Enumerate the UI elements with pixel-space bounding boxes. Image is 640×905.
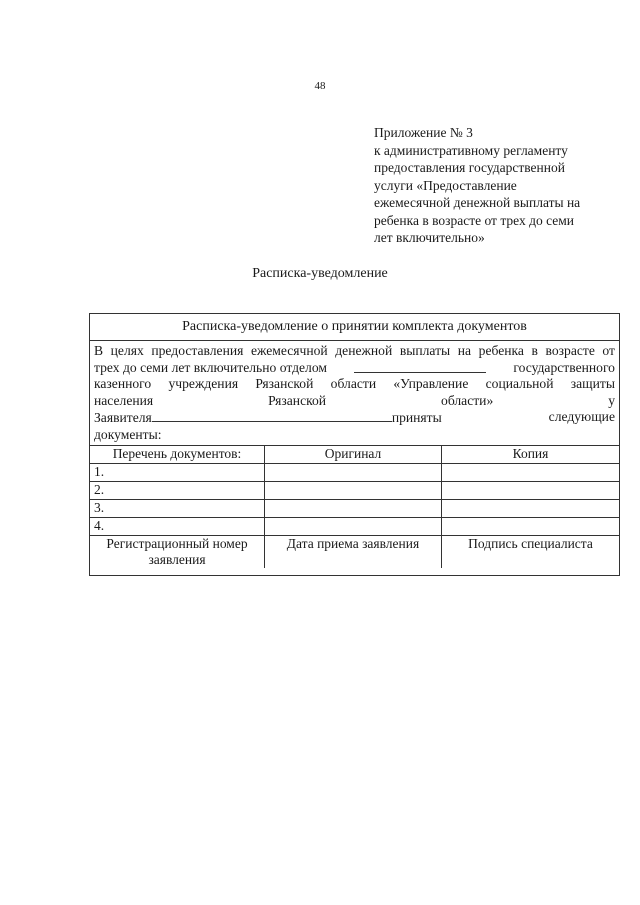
row-number: 4.	[90, 518, 265, 536]
form-body-text	[90, 341, 619, 443]
specialist-signature-label: Подпись специалиста	[468, 536, 593, 551]
copy-cell[interactable]	[442, 518, 620, 536]
appendix-line: лет включительно»	[374, 230, 485, 245]
original-cell[interactable]	[265, 518, 442, 536]
original-cell[interactable]	[265, 500, 442, 518]
appendix-line: ребенка в возрасте от трех до семи	[374, 212, 574, 228]
signature-row	[90, 536, 619, 569]
appendix-line: предоставления государственной	[374, 160, 565, 175]
original-cell[interactable]	[265, 482, 442, 500]
body-line-4-d: у	[608, 392, 615, 408]
appendix-line: Приложение № 3	[374, 125, 473, 140]
body-line-2-end: государственного	[513, 359, 615, 375]
table-row	[90, 464, 619, 482]
body-line-5	[94, 409, 615, 427]
row-number: 1.	[90, 464, 265, 482]
table-row	[90, 500, 619, 518]
body-line-4-b: Рязанской	[268, 392, 327, 408]
appendix-block	[374, 124, 614, 247]
application-date-label: Дата приема заявления	[286, 536, 420, 551]
body-line-5-end: следующие	[548, 409, 615, 424]
table-row	[90, 482, 619, 500]
column-header-copy: Копия	[442, 446, 620, 464]
row-number: 3.	[90, 500, 265, 518]
body-line-1: В целях предоставления ежемесячной денежной выплаты на ребенка в возрасте от	[94, 343, 615, 358]
registration-number-cell[interactable]	[90, 536, 265, 569]
appendix-line: услуги «Предоставление	[374, 177, 517, 193]
application-date-cell[interactable]	[265, 536, 442, 569]
specialist-signature-cell[interactable]	[442, 536, 620, 569]
copy-cell[interactable]	[442, 500, 620, 518]
body-line-5-start	[94, 409, 442, 427]
form-header: Расписка-уведомление о принятии комплекта документов	[90, 314, 619, 341]
page-number: 48	[314, 80, 326, 92]
appendix-line: ежемесячной денежной выплаты на	[374, 195, 581, 210]
appendix-line: к административному регламенту	[374, 142, 568, 158]
body-line-2	[94, 360, 615, 377]
body-line-2-start: трех до семи лет включительно отделом	[94, 359, 327, 375]
document-title: Расписка-уведомление	[252, 266, 388, 281]
column-header-documents: Перечень документов:	[90, 446, 265, 464]
body-line-4	[94, 393, 615, 410]
copy-cell[interactable]	[442, 482, 620, 500]
table-header-row	[90, 446, 619, 464]
column-header-original: Оригинал	[265, 446, 442, 464]
row-number: 2.	[90, 482, 265, 500]
body-line-4-a: населения	[94, 392, 154, 408]
body-line-3: казенного учреждения Рязанской области «Управление социальной защиты	[94, 376, 615, 391]
table-row	[90, 518, 619, 536]
original-cell[interactable]	[265, 464, 442, 482]
applicant-label: Заявителя	[94, 410, 152, 425]
department-blank-field[interactable]	[354, 360, 486, 373]
documents-table	[90, 445, 619, 568]
applicant-blank-field[interactable]	[152, 409, 392, 422]
accepted-label: приняты	[391, 410, 442, 425]
registration-number-label: Регистрационный номер заявления	[106, 536, 248, 567]
copy-cell[interactable]	[442, 464, 620, 482]
body-line-4-c: области»	[441, 392, 494, 408]
receipt-form	[89, 313, 620, 576]
body-line-6: документы:	[94, 426, 162, 442]
